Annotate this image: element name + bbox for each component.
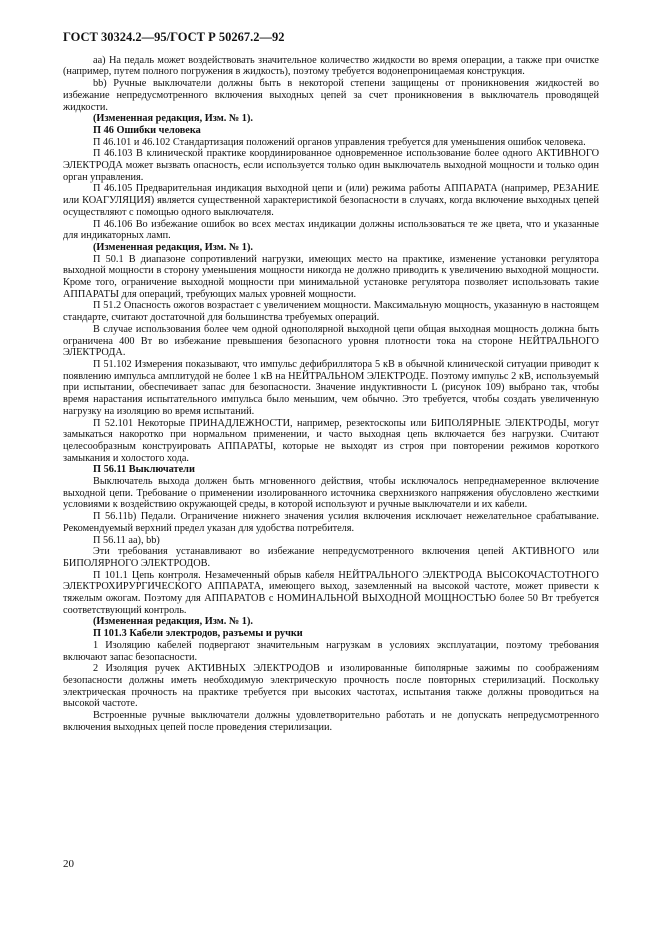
section-title-46: П 46 Ошибки человека [93,124,201,136]
paragraph-56-11-requirements: Эти требования устанавливают во избежание непредусмотренного включения цепей АКТИВНОГО или БИПОЛЯРНОГО ЭЛЕКТРОДОВ. [63,546,599,569]
amendment-note: (Измененная редакция, Изм. № 1). [93,616,253,628]
paragraph-56-11-aa-bb: П 56.11 aa), bb) [93,534,160,546]
document-page [63,32,599,733]
paragraph-101-3-1: 1 Изоляцию кабелей подвергают значительным нагрузкам в условиях эксплуатации, поэтому требования включают запас безопасности. [63,639,599,663]
paragraph-52-101: П 52.101 Некоторые ПРИНАДЛЕЖНОСТИ, например, резектоскопы или БИПОЛЯРНЫЕ ЭЛЕКТРОДЫ, могут замыкаться накоротко при нормальном применении, и часто выходная цепь включается без нагрузки. Считают целесообразным конструировать АППАРАТЫ, которые не выходят из строя при повторении режимов короткого замыкания и холостого хода. [63,417,599,464]
section-title-56-11: П 56.11 Выключатели [93,464,195,476]
document-header: ГОСТ 30324.2—95/ГОСТ Р 50267.2—92 [63,30,285,44]
paragraph-46-105: П 46.105 Предварительная индикация выходной цепи и (или) режима работы АППАРАТА (например, РЕЗАНИЕ или КОАГУЛЯЦИЯ) является существенной характеристикой безопасности в случаях, когда включение выходных цепей осуществляют с помощью одного выключателя. [63,183,599,218]
paragraph-101-3-2: 2 Изоляция ручек АКТИВНЫХ ЭЛЕКТРОДОВ и изолированные биполярные зажимы по соображениям безопасности должны иметь необходимую электрическую прочность после повторных стерилизаций. Поскольку электрическая прочность на практике требуется при высоких частотах, испытания также должны проводиться на высокой частоте. [63,663,599,710]
page-number: 20 [63,858,74,870]
paragraph-56-11: Выключатель выхода должен быть мгновенного действия, чтобы исключалось непреднамеренное включение выходной цепи. Требование о применении изолированного источника сверхнизкого напряжения обусловлено жесткими условиями к воздействию окружающей среды, в которой используют и ручные выключатели и их кабели. [63,476,599,511]
paragraph-50-1: П 50.1 В диапазоне сопротивлений нагрузки, имеющих место на практике, изменение установки регулятора выходной мощности в сторону уменьшения мощности никогда не должно приводить к увеличению выходной мощности. Кроме того, ограничение выходной мощности при минимальной установке регулятора позволяет использовать такие АППАРАТЫ для операций, требующих малых уровней мощности. [63,253,599,300]
paragraph-101-3-switches: Встроенные ручные выключатели должны удовлетворительно работать и не допускать непредусмотренного включения выходных цепей после проведения стерилизации. [63,710,599,733]
paragraph-46-103: П 46.103 В клинической практике координированное одновременное использование более одного АКТИВНОГО ЭЛЕКТРОДА может вызвать опасность, если используется только один выключатель выходной мощности и только один орган управления. [63,148,599,183]
paragraph-51-2: П 51.2 Опасность ожогов возрастает с увеличением мощности. Максимальную мощность, указанную в настоящем стандарте, считают достаточной для большинства требуемых операций. [63,300,599,324]
amendment-note: (Измененная редакция, Изм. № 1). [93,113,253,125]
amendment-note: (Измененная редакция, Изм. № 1). [93,241,253,253]
paragraph-101-1: П 101.1 Цепь контроля. Незамеченный обрыв кабеля НЕЙТРАЛЬНОГО ЭЛЕКТРОДА ВЫСОКОЧАСТОТНОГО ЭЛЕКТРОХИРУРГИЧЕСКОГО АППАРАТА, имеющего выход, заземленный на высокой частоте, может привести к тяжелым ожогам. Поэтому для АППАРАТОВ с НОМИНАЛЬНОЙ ВЫХОДНОЙ МОЩНОСТЬЮ более 50 Вт требуется соответствующий контроль. [63,569,599,616]
section-title-101-3: П 101.3 Кабели электродов, разъемы и ручки [93,628,303,640]
paragraph-bb: bb) Ручные выключатели должны быть в некоторой степени защищены от проникновения жидкостей во избежание непредусмотренного включения выходных цепей за счет проникновения в выключатель проводящей жидкости. [63,78,599,113]
paragraph-56-11b: П 56.11b) Педали. Ограничение нижнего значения усилия включения исключает нежелательное срабатывание. Рекомендуемый верхний предел указан для удобства потребителя. [63,511,599,534]
paragraph-51-2-cont: В случае использования более чем одной однополярной выходной цепи общая выходная мощность должна быть ограничена 400 Вт во избежание превышения безопасного уровня плотности тока на стороне НЕЙТРАЛЬНОГО ЭЛЕКТРОДА. [63,323,599,359]
paragraph-aa: aa) На педаль может воздействовать значительное количество жидкости во время операции, а также при очистке (например, путем полного погружения в жидкость), поэтому требуется водонепроницаемая конструкция. [63,54,599,78]
paragraph-46-101: П 46.101 и 46.102 Стандартизация положений органов управления требуется для уменьшения ошибок человека. [93,136,586,148]
paragraph-51-102: П 51.102 Измерения показывают, что импульс дефибриллятора 5 кВ в обычной клинической ситуации приводит к появлению импульса амплитудой не более 1 кВ на НЕЙТРАЛЬНОМ ЭЛЕКТРОДЕ. Поэтому импульс 2 кВ, используемый при испытании, обеспечивает запас для безопасности. Значение индуктивности L (рисунок 109) выбрано так, чтобы время нарастания испытательного импульса было меньшим, чем обычно. Это требуется, чтобы создать увеличенную нагрузку на изоляцию во время испытаний. [63,358,599,417]
paragraph-46-106: П 46.106 Во избежание ошибок во всех местах индикации должны использоваться те же цвета, что и указанные для индикаторных ламп. [63,218,599,242]
